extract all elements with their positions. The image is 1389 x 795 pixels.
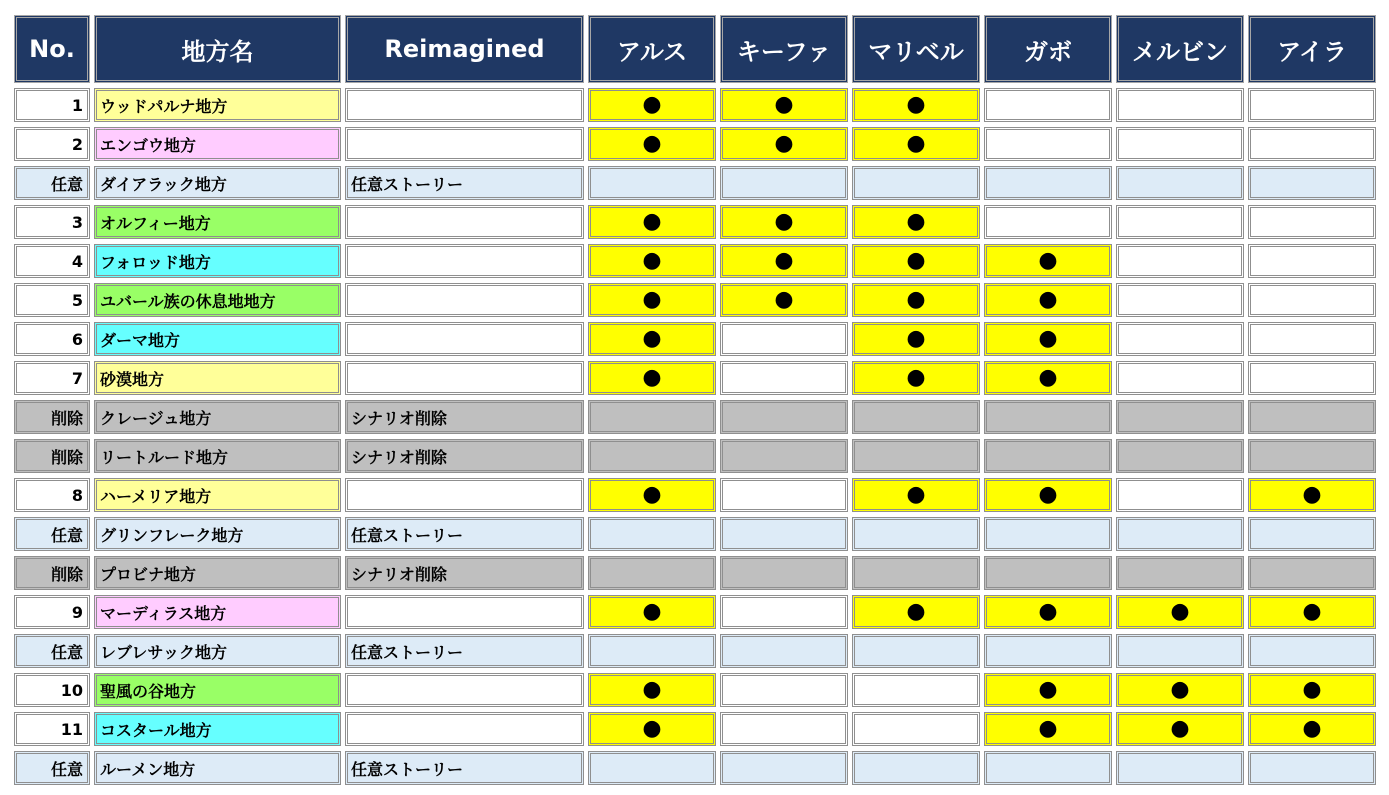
party-member-cell [1248,400,1376,434]
party-member-cell [1248,751,1376,785]
party-member-cell [1116,439,1244,473]
party-member-mark: ● [852,88,980,122]
party-member-cell [720,400,848,434]
region-name: ダーマ地方 [94,322,341,356]
row-number: 8 [14,478,90,512]
reimagined-note [345,127,584,161]
row-number: 5 [14,283,90,317]
header-region: 地方名 [94,15,341,83]
party-member-mark: ● [852,478,980,512]
party-member-cell [852,673,980,707]
party-member-cell [588,166,716,200]
reimagined-note [345,361,584,395]
reimagined-note [345,712,584,746]
party-member-mark: ● [588,244,716,278]
party-member-mark: ● [852,244,980,278]
party-member-mark: ● [720,244,848,278]
row-number: 3 [14,205,90,239]
party-member-mark: ● [852,127,980,161]
party-member-cell [1248,166,1376,200]
header-no: No. [14,15,90,83]
region-name: ダイアラック地方 [94,166,341,200]
party-member-mark: ● [1248,595,1376,629]
table-row [14,400,1376,434]
party-member-mark: ● [588,712,716,746]
region-name: リートルード地方 [94,439,341,473]
party-member-cell [1116,634,1244,668]
party-member-cell [720,751,848,785]
party-member-mark: ● [588,478,716,512]
row-number: 1 [14,88,90,122]
party-member-mark: ● [984,361,1112,395]
region-name: ユバール族の休息地地方 [94,283,341,317]
party-member-mark: ● [720,283,848,317]
table-row [14,166,1376,200]
party-member-mark: ● [1248,712,1376,746]
party-member-cell [1248,127,1376,161]
reimagined-note [345,205,584,239]
party-member-cell [720,439,848,473]
party-member-cell [588,556,716,590]
party-member-cell [1248,634,1376,668]
party-member-cell [1248,556,1376,590]
row-number: 6 [14,322,90,356]
party-membership-table [10,10,1380,790]
row-number: 削除 [14,400,90,434]
party-member-cell [588,634,716,668]
party-member-cell [588,517,716,551]
row-number: 7 [14,361,90,395]
party-member-cell [720,517,848,551]
party-member-cell [852,166,980,200]
table-row [14,127,1376,161]
party-member-mark: ● [984,283,1112,317]
party-member-cell [984,751,1112,785]
party-member-cell [984,205,1112,239]
region-name: エンゴウ地方 [94,127,341,161]
region-name: レブレサック地方 [94,634,341,668]
party-member-mark: ● [588,127,716,161]
party-member-mark: ● [720,88,848,122]
party-member-cell [720,322,848,356]
party-member-cell [852,751,980,785]
party-member-mark: ● [588,595,716,629]
party-member-cell [720,166,848,200]
reimagined-note [345,478,584,512]
party-member-mark: ● [588,322,716,356]
party-member-mark: ● [1116,673,1244,707]
party-member-cell [1116,478,1244,512]
party-member-cell [984,88,1112,122]
table-row [14,88,1376,122]
party-member-cell [852,712,980,746]
region-name: 聖風の谷地方 [94,673,341,707]
reimagined-note: 任意ストーリー [345,517,584,551]
reimagined-note [345,88,584,122]
region-name: グリンフレーク地方 [94,517,341,551]
row-number: 削除 [14,439,90,473]
reimagined-note: シナリオ削除 [345,439,584,473]
party-member-cell [1116,556,1244,590]
party-member-mark: ● [852,205,980,239]
party-member-cell [852,517,980,551]
table-row [14,361,1376,395]
party-member-cell [1248,88,1376,122]
party-member-cell [1116,361,1244,395]
region-name: クレージュ地方 [94,400,341,434]
table-body [14,88,1376,785]
party-member-mark: ● [588,205,716,239]
party-member-cell [1248,322,1376,356]
header-character-gabo: ガボ [984,15,1112,83]
party-member-mark: ● [984,244,1112,278]
region-name: フォロッド地方 [94,244,341,278]
row-number: 2 [14,127,90,161]
table-row [14,751,1376,785]
table-row [14,478,1376,512]
party-member-mark: ● [984,478,1112,512]
reimagined-note: シナリオ削除 [345,400,584,434]
header-character-melvin: メルビン [1116,15,1244,83]
row-number: 任意 [14,166,90,200]
reimagined-note: シナリオ削除 [345,556,584,590]
region-name: ルーメン地方 [94,751,341,785]
table-row [14,673,1376,707]
party-member-cell [1116,166,1244,200]
reimagined-note: 任意ストーリー [345,634,584,668]
party-member-cell [720,361,848,395]
party-member-mark: ● [588,673,716,707]
party-member-cell [984,634,1112,668]
party-member-cell [1116,127,1244,161]
party-member-cell [984,400,1112,434]
region-name: 砂漠地方 [94,361,341,395]
party-member-cell [720,673,848,707]
party-member-mark: ● [588,283,716,317]
reimagined-note: 任意ストーリー [345,751,584,785]
table-row [14,517,1376,551]
region-name: マーディラス地方 [94,595,341,629]
table-row [14,283,1376,317]
row-number: 10 [14,673,90,707]
party-member-cell [984,127,1112,161]
party-member-cell [1116,400,1244,434]
table-row [14,712,1376,746]
table-row [14,556,1376,590]
header-row [14,15,1376,83]
reimagined-note [345,595,584,629]
region-name: オルフィー地方 [94,205,341,239]
party-member-mark: ● [984,595,1112,629]
party-member-cell [720,634,848,668]
header-reimagined: Reimagined [345,15,584,83]
party-member-cell [984,556,1112,590]
table-row [14,634,1376,668]
party-member-mark: ● [588,361,716,395]
row-number: 4 [14,244,90,278]
row-number: 任意 [14,751,90,785]
reimagined-note [345,322,584,356]
party-member-mark: ● [852,595,980,629]
region-name: プロビナ地方 [94,556,341,590]
party-member-cell [1248,205,1376,239]
region-name: ウッドパルナ地方 [94,88,341,122]
party-member-cell [1116,322,1244,356]
party-member-cell [720,556,848,590]
party-member-mark: ● [852,283,980,317]
party-member-mark: ● [984,673,1112,707]
party-member-cell [1116,88,1244,122]
row-number: 任意 [14,634,90,668]
party-member-cell [1248,439,1376,473]
party-member-cell [852,634,980,668]
party-member-mark: ● [852,322,980,356]
party-member-mark: ● [720,205,848,239]
table-row [14,322,1376,356]
party-member-cell [852,556,980,590]
party-member-cell [852,400,980,434]
party-member-cell [588,400,716,434]
row-number: 11 [14,712,90,746]
party-member-mark: ● [588,88,716,122]
table-row [14,244,1376,278]
party-member-cell [588,751,716,785]
party-member-cell [984,517,1112,551]
table-row [14,595,1376,629]
party-member-mark: ● [1248,673,1376,707]
party-member-cell [720,712,848,746]
party-member-mark: ● [720,127,848,161]
row-number: 削除 [14,556,90,590]
party-member-cell [1248,361,1376,395]
region-name: ハーメリア地方 [94,478,341,512]
party-member-cell [1116,205,1244,239]
party-member-cell [588,439,716,473]
party-member-mark: ● [984,322,1112,356]
party-member-cell [1248,283,1376,317]
party-member-cell [1116,517,1244,551]
reimagined-note [345,244,584,278]
party-member-mark: ● [1116,595,1244,629]
header-character-kiefer: キーファ [720,15,848,83]
reimagined-note [345,673,584,707]
table-row [14,439,1376,473]
party-member-cell [984,439,1112,473]
party-member-cell [852,439,980,473]
party-member-mark: ● [852,361,980,395]
party-member-cell [984,166,1112,200]
party-member-cell [1248,517,1376,551]
table-row [14,205,1376,239]
party-member-cell [1116,244,1244,278]
party-member-cell [1116,751,1244,785]
party-member-cell [720,595,848,629]
party-member-cell [1116,283,1244,317]
reimagined-note [345,283,584,317]
header-character-aruss: アルス [588,15,716,83]
party-member-mark: ● [1248,478,1376,512]
row-number: 任意 [14,517,90,551]
party-member-mark: ● [984,712,1112,746]
party-member-cell [1248,244,1376,278]
reimagined-note: 任意ストーリー [345,166,584,200]
row-number: 9 [14,595,90,629]
header-character-maribel: マリベル [852,15,980,83]
party-member-mark: ● [1116,712,1244,746]
region-name: コスタール地方 [94,712,341,746]
header-character-aira: アイラ [1248,15,1376,83]
party-member-cell [720,478,848,512]
